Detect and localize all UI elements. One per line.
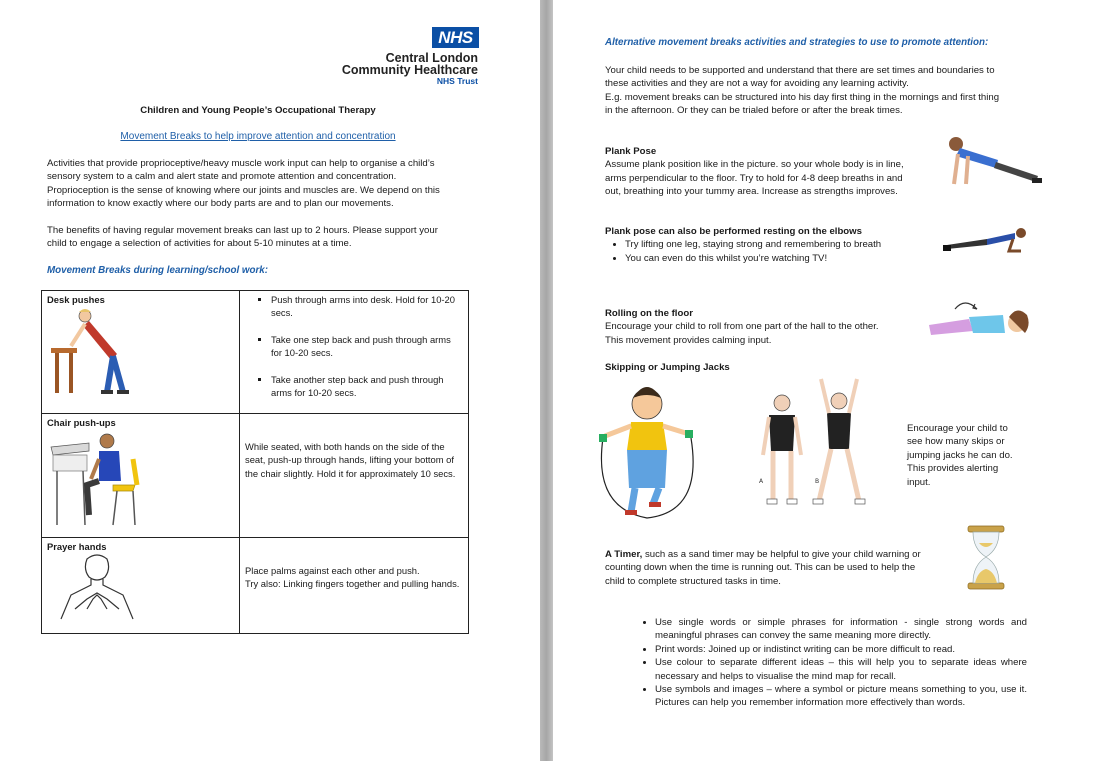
tip-item: • Print words: Joined up or indistinct writing can be more difficult to read.: [655, 643, 1027, 656]
right-intro-line: Your child needs to be supported and understand that there are set times and boundaries to: [605, 65, 995, 76]
intro-line: Proprioception is the sense of knowing where our joints and muscles are. We depend on this: [47, 184, 440, 196]
right-heading: Alternative movement breaks activities and strategies to use to promote attention:: [605, 37, 989, 48]
elbow-plank-tip: • You can even do this whilst you’re watching TV!: [625, 252, 945, 265]
rolling-line: This movement provides calming input.: [605, 334, 772, 346]
benefits-paragraph: [47, 224, 487, 251]
prayer-hands-illustration: [57, 553, 137, 625]
skipping-child-image: [597, 378, 697, 528]
skipping-line: jumping jacks he can do.: [907, 449, 1013, 461]
skipping-line: see how many skips or: [907, 436, 1005, 448]
nhs-logo: NHS: [432, 27, 479, 48]
tip-item: • Use single words or simple phrases for information - single strong words and meaningful phrases can convey the same meaning more directly.: [655, 616, 1027, 643]
timer-lead: A Timer,: [605, 549, 643, 560]
right-intro-line: these activities and they are not a way for avoiding any learning activity.: [605, 78, 909, 90]
cell-prayer-hands-text: [240, 538, 469, 634]
doc-title[interactable]: Movement Breaks to help improve attention and concentration: [120, 131, 396, 142]
right-intro-line: in the afternoon. Or they can be trialed before or after the break times.: [605, 105, 903, 117]
elbow-plank-tip: • Try lifting one leg, staying strong and remembering to breath: [625, 238, 945, 251]
plank-line: arms perpendicular to the floor. Try to hold for 4-8 deep breaths in and: [605, 172, 903, 184]
prayer-text-2: Try also: Linking fingers together and pulling hands.: [245, 578, 460, 590]
org-name-line1: Central London: [385, 51, 478, 65]
timer-line: such as a sand timer may be helpful to give your child warning or: [642, 549, 921, 560]
skipping-line: input.: [907, 476, 931, 488]
skipping-text: [907, 422, 1027, 489]
section-heading: Movement Breaks during learning/school work:: [47, 265, 269, 276]
row-title: Prayer hands: [47, 541, 107, 552]
chair-pushup-illustration: [49, 429, 149, 529]
org-name-line2: Community Healthcare: [341, 63, 478, 77]
rolling-section: [605, 307, 935, 347]
table-row: [42, 291, 469, 414]
skipping-line: Encourage your child to: [907, 423, 1008, 434]
plank-line: Assume plank position like in the picture. so your whole body is in line,: [605, 159, 904, 171]
skipping-title: Skipping or Jumping Jacks: [605, 362, 730, 373]
dept-title: Children and Young People’s Occupational Therapy: [140, 105, 376, 116]
benefits-line: child to engage a selection of activities for about 5-10 minutes at a time.: [47, 238, 352, 250]
intro-line: information to know exactly where our body parts are and to plan our movements.: [47, 198, 394, 210]
cell-chair-pushups: [42, 414, 240, 538]
desk-step: ▪ Take another step back and push through arms for 10-20 secs.: [271, 373, 463, 400]
org-name-line3: NHS Trust: [436, 76, 478, 86]
plank-title: Plank Pose: [605, 146, 657, 157]
elbow-plank-image: [943, 225, 1029, 255]
prayer-text-1: Place palms against each other and push.: [245, 565, 420, 576]
plank-line: out, breathing into your tummy area. Increase as strengths improves.: [605, 186, 898, 198]
cell-desk-pushes: [42, 291, 240, 414]
plank-pose-image: [938, 134, 1048, 194]
right-page: [553, 0, 1095, 761]
jack-label-a: A: [759, 478, 764, 485]
left-page: [0, 0, 540, 761]
elbow-plank-title: Plank pose can also be performed resting on the elbows: [605, 226, 862, 237]
cell-prayer-hands: [42, 538, 240, 634]
tip-item: • Use symbols and images – where a symbol or picture means something to you, use it. Pictures can help you remember information more effectively than words.: [655, 683, 1027, 710]
desk-step: ▪ Push through arms into desk. Hold for 10-20 secs.: [271, 293, 463, 320]
right-intro: [605, 64, 1045, 118]
jack-label-b: B: [815, 478, 820, 485]
page-gutter: [540, 0, 553, 761]
timer-line: child to complete structured tasks in time.: [605, 575, 781, 587]
timer-line: counting down when the time is running out. This can be used to help the: [605, 562, 916, 574]
benefits-line: The benefits of having regular movement breaks can last up to 2 hours. Please support your: [47, 225, 438, 236]
rolling-title: Rolling on the floor: [605, 308, 693, 319]
row-title: Desk pushes: [47, 294, 105, 305]
row-title: Chair push-ups: [47, 417, 116, 428]
table-row: [42, 414, 469, 538]
elbow-plank-section: [605, 225, 945, 265]
table-row: [42, 538, 469, 634]
intro-paragraph: [47, 157, 487, 211]
intro-line: Activities that provide proprioceptive/heavy muscle work input can help to organise a child’s: [47, 158, 435, 169]
jumping-jacks-image: [755, 375, 870, 520]
tip-item: • Use colour to separate different ideas – this will help you to separate ideas where necessary and helps to visualise the mind map for recall.: [655, 656, 1027, 683]
hourglass-icon: [966, 525, 1006, 590]
cell-desk-pushes-steps: [240, 291, 469, 414]
intro-line: sensory system to a calm and alert state and promote attention and concentration.: [47, 171, 397, 183]
desk-step: ▪ Take one step back and push through arms for 10-20 secs.: [271, 333, 463, 360]
right-intro-line: E.g. movement breaks can be structured into his day first thing in the mornings and first thing: [605, 91, 1000, 103]
rolling-line: Encourage your child to roll from one part of the hall to the other.: [605, 321, 879, 333]
desk-push-illustration: [49, 306, 149, 398]
skipping-line: This provides alerting: [907, 463, 999, 475]
tips-section: [637, 616, 1027, 710]
cell-chair-pushups-text: While seated, with both hands on the side of the seat, push-up through hands, lifting your bottom of the chair slightly. Hold it for approximately 10 secs.: [240, 414, 469, 538]
plank-section: [605, 145, 935, 199]
rolling-image: [925, 295, 1035, 340]
timer-section: [605, 548, 955, 588]
activities-table: [41, 290, 469, 634]
